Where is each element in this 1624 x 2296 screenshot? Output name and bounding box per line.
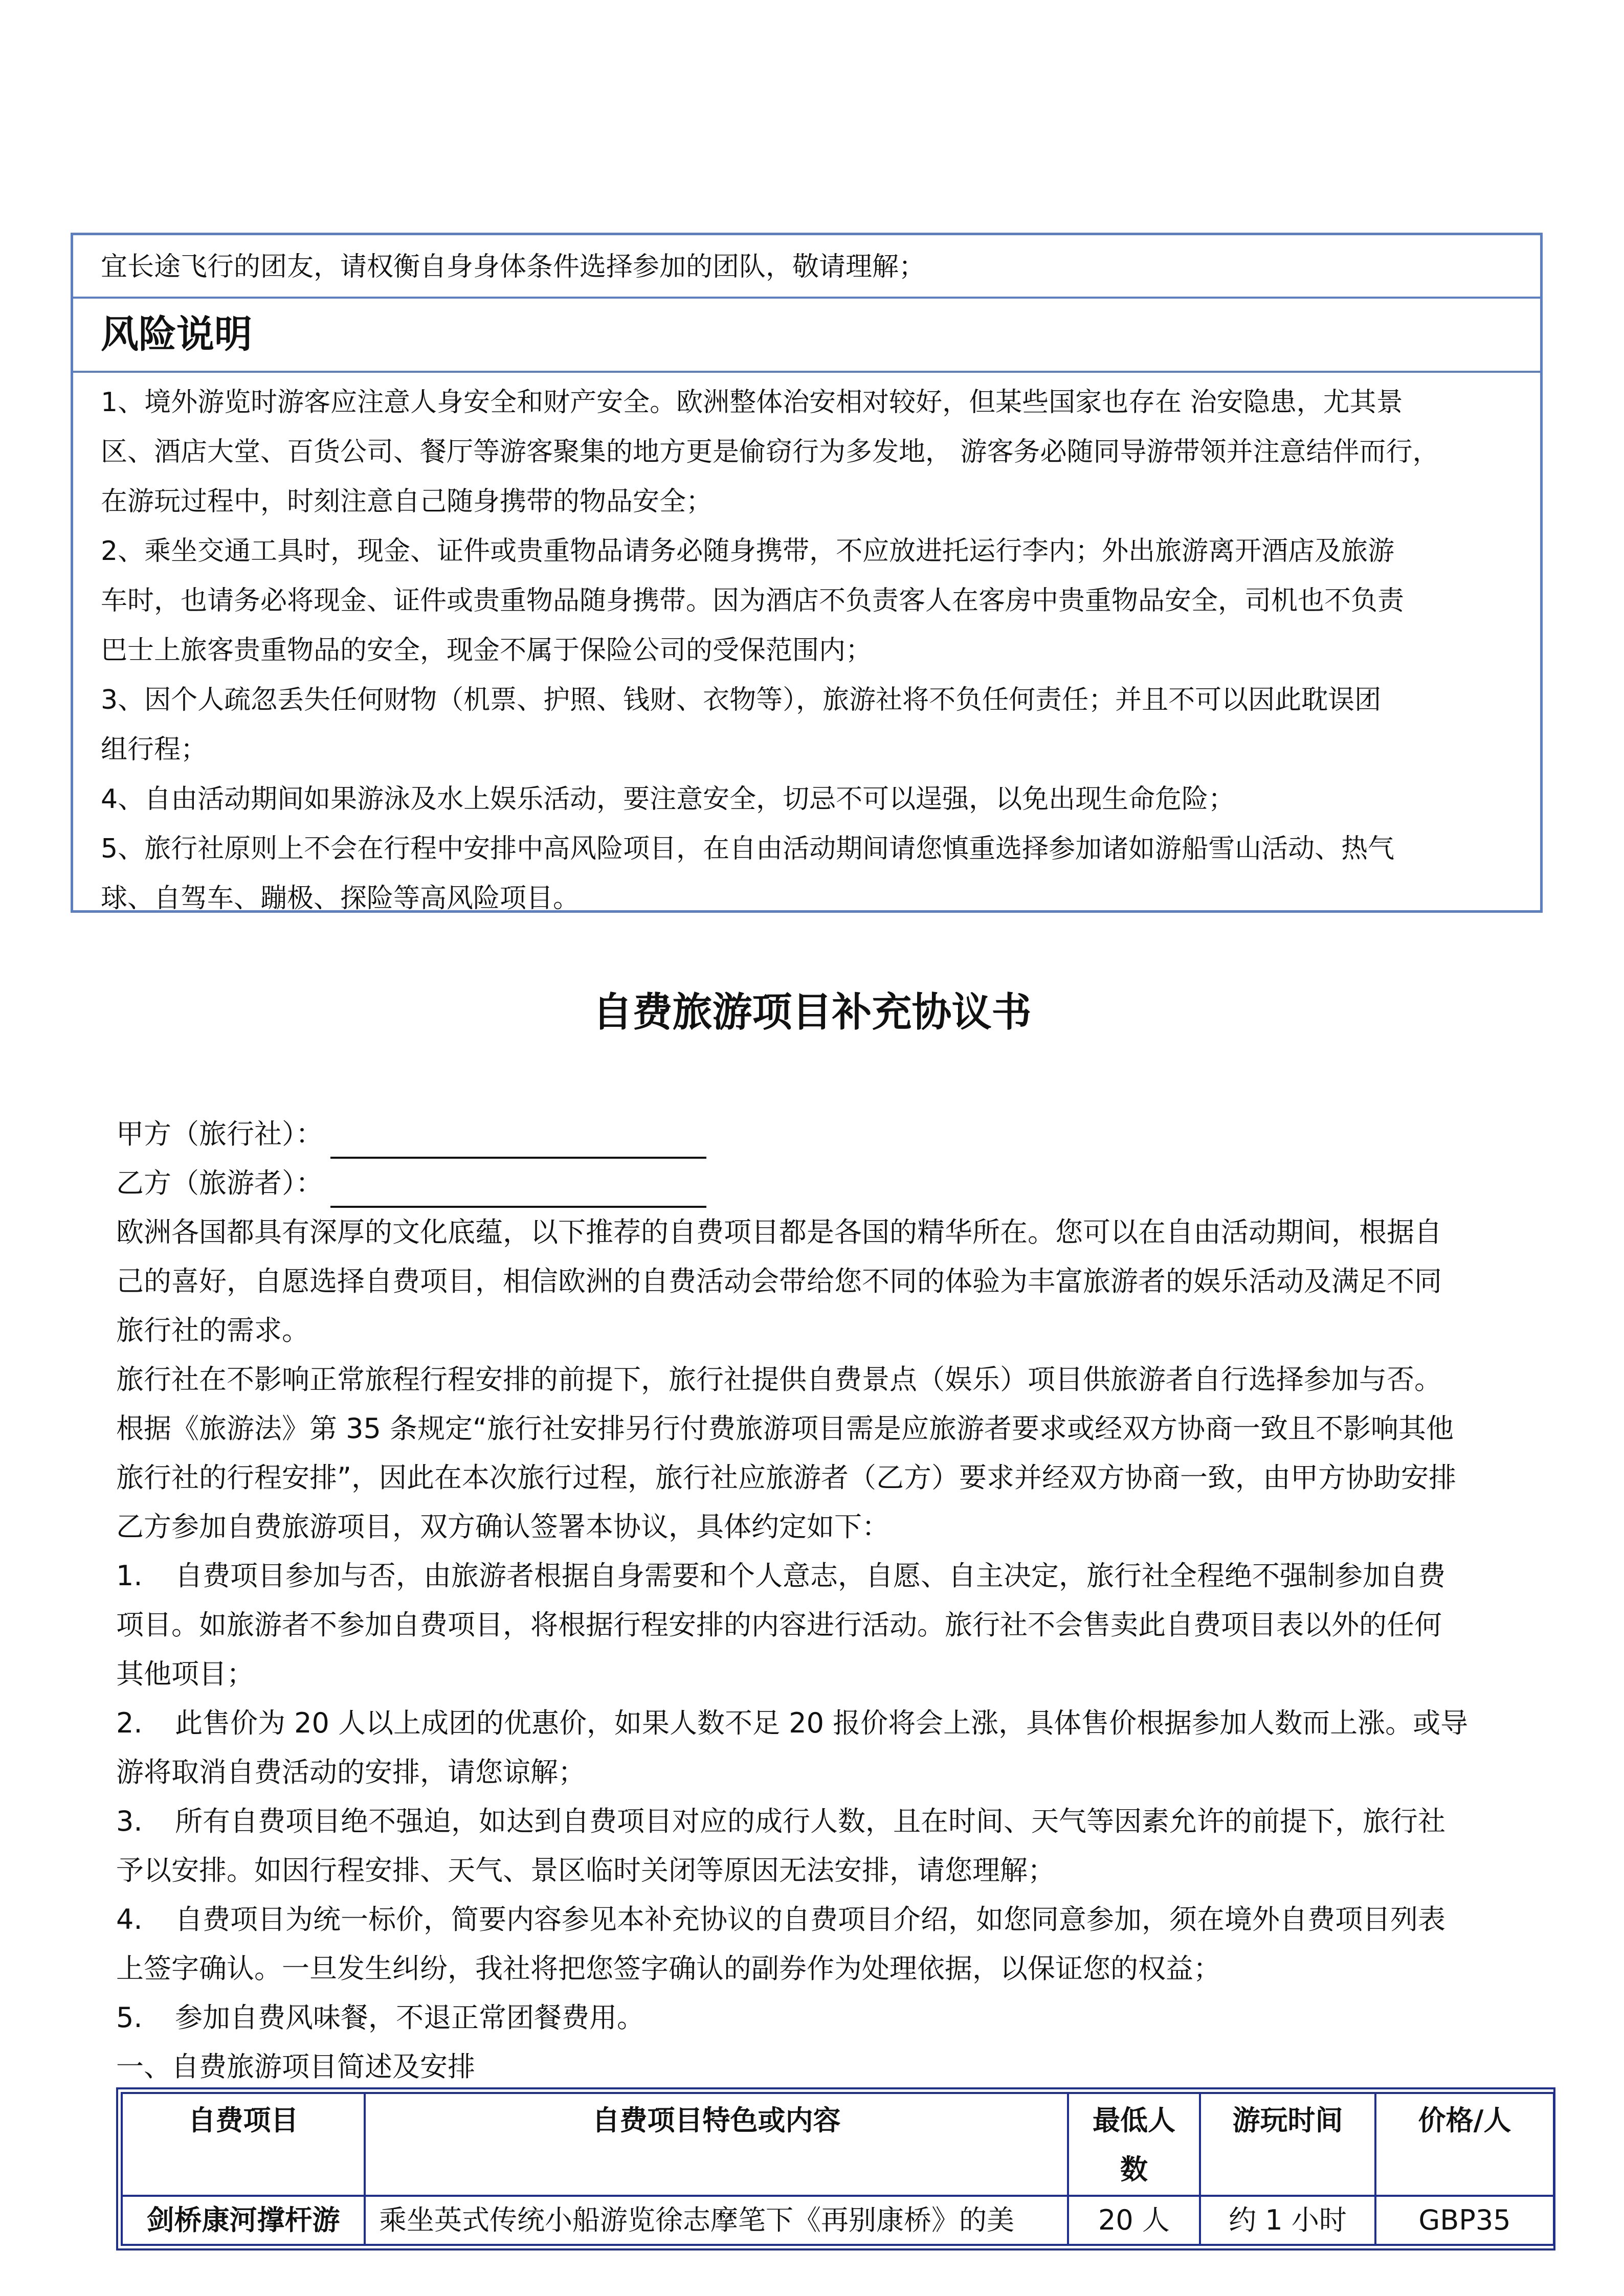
cell-content: 乘坐英式传统小船游览徐志摩笔下《再别康桥》的美 <box>365 2196 1068 2245</box>
agreement-item-2-cont: 游将取消自费活动的安排，请您谅解； <box>116 1756 586 1788</box>
agreement-item-4: 4. 自费项目为统一标价，简要内容参见本补充协议的自费项目介绍，如您同意参加，须在境外自费项目列表 <box>116 1903 1445 1935</box>
agreement-paragraph-line: 旅行社在不影响正常旅程行程安排的前提下，旅行社提供自费景点（娱乐）项目供旅游者自行选择参加与否。 <box>116 1363 1442 1395</box>
agreement-paragraph-line: 己的喜好，自愿选择自费项目，相信欧洲的自费活动会带给您不同的体验为丰富旅游者的娱乐活动及满足不同 <box>116 1265 1442 1297</box>
risk-line: 在游玩过程中，时刻注意自己随身携带的物品安全； <box>101 486 713 517</box>
risk-body <box>73 373 1540 924</box>
agreement-item-5: 5. 参加自费风味餐，不退正常团餐费用。 <box>116 2001 644 2034</box>
agreement-paragraph-line: 旅行社的需求。 <box>116 1314 309 1346</box>
header-min-people: 最低人 数 <box>1068 2093 1200 2196</box>
risk-line: 2、乘坐交通工具时，现金、证件或贵重物品请务必随身携带，不应放进托运行李内；外出旅游离开酒店及旅游 <box>101 536 1395 567</box>
agreement-item-1-cont: 项目。如旅游者不参加自费项目，将根据行程安排的内容进行活动。旅行社不会售卖此自费项目表以外的任何 <box>116 1609 1442 1641</box>
party-a-line <box>116 1110 1507 1159</box>
risk-heading: 风险说明 <box>73 299 1540 373</box>
cell-min-people: 20 人 <box>1068 2196 1200 2245</box>
cell-duration: 约 1 小时 <box>1200 2196 1375 2245</box>
optional-tours-table <box>116 2087 1555 2250</box>
party-a-label: 甲方（旅行社）： <box>116 1118 323 1150</box>
risk-line: 车时，也请务必将现金、证件或贵重物品随身携带。因为酒店不负责客人在客房中贵重物品安全，司机也不负责 <box>101 586 1405 616</box>
risk-line: 球、自驾车、蹦极、探险等高风险项目。 <box>101 883 580 914</box>
party-a-blank[interactable] <box>330 1125 706 1159</box>
agreement-body <box>116 1110 1507 2091</box>
risk-info-box <box>71 233 1543 913</box>
party-b-label: 乙方（旅游者）： <box>116 1167 323 1199</box>
agreement-item-3-cont: 予以安排。如因行程安排、天气、景区临时关闭等原因无法安排，请您理解； <box>116 1854 1055 1886</box>
agreement-item-2: 2. 此售价为 20 人以上成团的优惠价，如果人数不足 20 报价将会上涨，具体售价根据参加人数而上涨。或导 <box>116 1707 1469 1739</box>
agreement-item-1-cont: 其他项目； <box>116 1658 254 1690</box>
agreement-paragraph-line: 旅行社的行程安排”，因此在本次旅行过程，旅行社应旅游者（乙方）要求并经双方协商一致，由甲方协助安排 <box>116 1461 1456 1494</box>
agreement-paragraph-line: 乙方参加自费旅游项目，双方确认签署本协议，具体约定如下： <box>116 1511 889 1543</box>
header-content: 自费项目特色或内容 <box>365 2093 1068 2196</box>
cell-project: 剑桥康河撑杆游 <box>122 2196 365 2245</box>
risk-box-top-text: 宜长途飞行的团友，请权衡自身身体条件选择参加的团队，敬请理解； <box>73 235 1540 299</box>
table-row <box>122 2196 1554 2245</box>
section-heading: 一、自费旅游项目简述及安排 <box>116 2051 475 2083</box>
risk-line: 区、酒店大堂、百货公司、餐厅等游客聚集的地方更是偷窃行为多发地， 游客务必随同导游带领并注意结伴而行， <box>101 437 1439 467</box>
risk-line: 5、旅行社原则上不会在行程中安排中高风险项目，在自由活动期间请您慎重选择参加诸如游船雪山活动、热气 <box>101 834 1395 864</box>
agreement-item-4-cont: 上签字确认。一旦发生纠纷，我社将把您签字确认的副券作为处理依据，以保证您的权益； <box>116 1952 1221 1985</box>
agreement-item-1: 1. 自费项目参加与否，由旅游者根据自身需要和个人意志，自愿、自主决定，旅行社全程绝不强制参加自费 <box>116 1560 1445 1592</box>
agreement-item-3: 3. 所有自费项目绝不强迫，如达到自费项目对应的成行人数，且在时间、天气等因素允许的前提下，旅行社 <box>116 1805 1445 1837</box>
table-header-row <box>122 2093 1554 2196</box>
party-b-blank[interactable] <box>330 1174 706 1208</box>
risk-line: 1、境外游览时游客应注意人身安全和财产安全。欧洲整体治安相对较好，但某些国家也存在 治安隐患，尤其景 <box>101 387 1403 418</box>
risk-line: 3、因个人疏忽丢失任何财物（机票、护照、钱财、衣物等），旅游社将不负任何责任；并且不可以因此耽误团 <box>101 685 1382 715</box>
risk-line: 巴士上旅客贵重物品的安全，现金不属于保险公司的受保范围内； <box>101 635 873 666</box>
risk-line: 组行程； <box>101 734 208 765</box>
header-price: 价格/人 <box>1375 2093 1554 2196</box>
header-project: 自费项目 <box>122 2093 365 2196</box>
header-duration: 游玩时间 <box>1200 2093 1375 2196</box>
party-b-line <box>116 1159 1507 1208</box>
agreement-paragraph-line: 欧洲各国都具有深厚的文化底蕴，以下推荐的自费项目都是各国的精华所在。您可以在自由活动期间，根据自 <box>116 1216 1442 1248</box>
risk-line: 4、自由活动期间如果游泳及水上娱乐活动，要注意安全，切忌不可以逞强，以免出现生命危险； <box>101 784 1235 815</box>
agreement-paragraph-line: 根据《旅游法》第 35 条规定“旅行社安排另行付费旅游项目需是应旅游者要求或经双方协商一致且不影响其他 <box>116 1412 1454 1445</box>
agreement-title: 自费旅游项目补充协议书 <box>592 989 1032 1036</box>
cell-price: GBP35 <box>1375 2196 1554 2245</box>
